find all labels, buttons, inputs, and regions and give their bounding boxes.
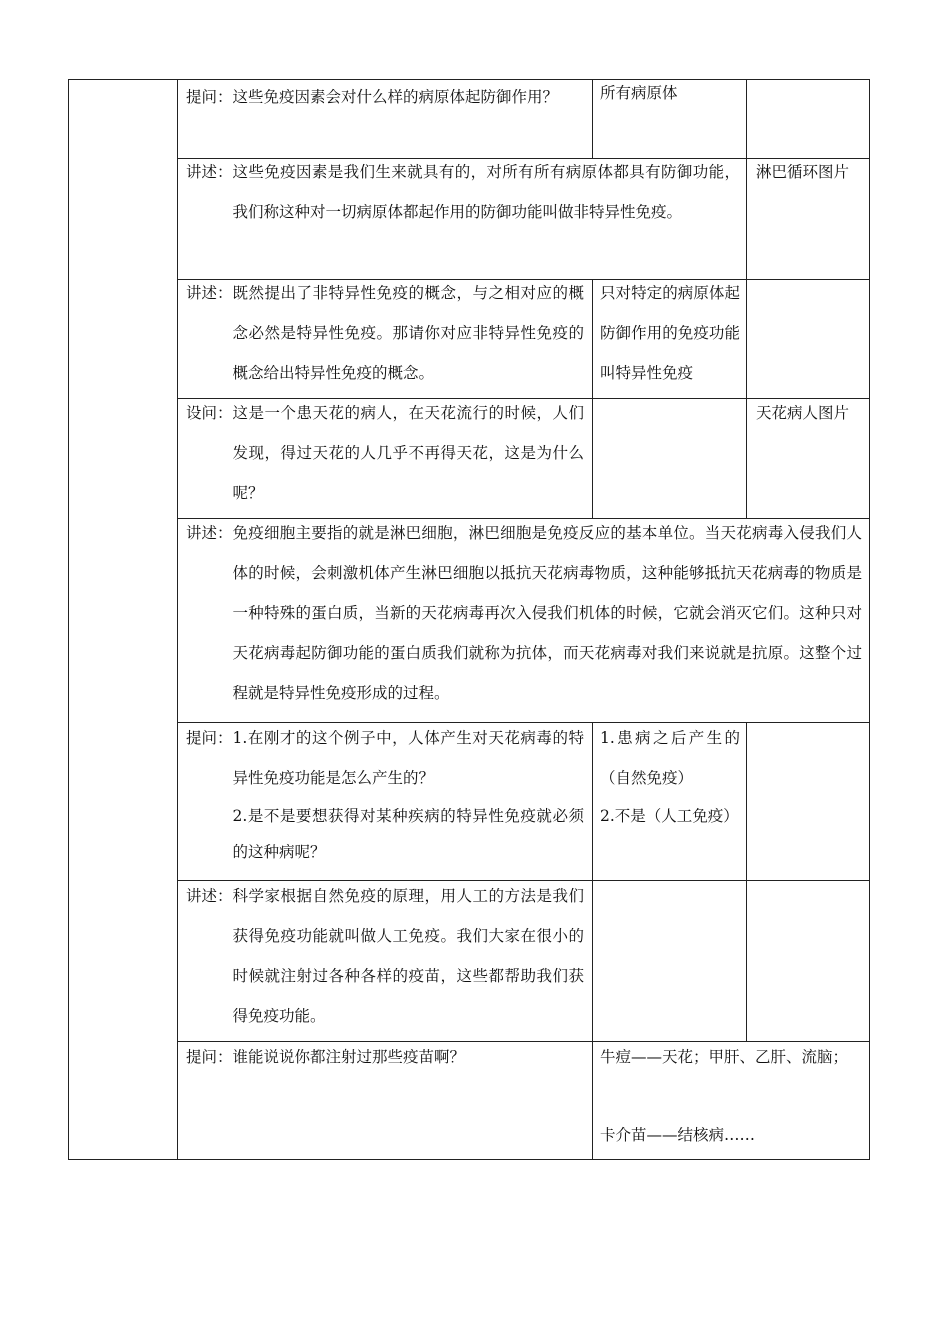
row-7-text: 科学家根据自然免疫的原理，用人工的方法是我们获得免疫功能就叫做人工免疫。我们大家在很小的时候就注射过各种各样的疫苗，这些都帮助我们获得免疫功能。 — [232, 887, 584, 1025]
table-border-right — [869, 79, 870, 1160]
row-8-text: 谁能说说你都注射过那些疫苗啊？ — [232, 1048, 466, 1066]
row-5-main — [186, 513, 862, 713]
table-divider-col1 — [177, 79, 178, 1160]
row-4-media: 天花病人图片 — [756, 404, 850, 422]
row-8-answer-1: 牛痘——天花；甲肝、乙肝、流脑； — [600, 1048, 849, 1066]
row-1-label: 提问： — [186, 88, 233, 106]
col-divider — [592, 398, 593, 519]
row-4-text: 这是一个患天花的病人，在天花流行的时候，人们发现，得过天花的人几乎不再得天花，这是为什么呢？ — [232, 404, 584, 502]
row-6-answer-2: 2.不是（人工免疫） — [600, 807, 739, 825]
col-divider — [746, 79, 747, 159]
col-divider — [746, 158, 747, 280]
row-2-main — [186, 152, 740, 232]
row-1-answer: 所有病原体 — [600, 84, 678, 102]
row-5-text: 免疫细胞主要指的就是淋巴细胞，淋巴细胞是免疫反应的基本单位。当天花病毒入侵我们人体的时候，会刺激机体产生淋巴细胞以抵抗天花病毒物质，这种能够抵抗天花病毒的物质是一种特殊的蛋白质，当新的天花病毒再次入侵我们机体的时候，它就会消灭它们。这种只对天花病毒起防御功能的蛋白质我们就称为抗体，而天花病毒对我们来说就是抗原。这整个过程就是特异性免疫形成的过程。 — [232, 524, 862, 702]
row-6-answer-1: 1.患病之后产生的（自然免疫） — [600, 729, 740, 787]
col-divider — [592, 279, 593, 399]
row-3-text: 既然提出了非特异性免疫的概念，与之相对应的概念必然是特异性免疫。那请你对应非特异性免疫的概念给出特异性免疫的概念。 — [232, 284, 584, 382]
table-border-left — [68, 79, 69, 1160]
row-7-main — [186, 876, 584, 1036]
row-6-label: 提问： — [186, 729, 233, 747]
col-divider — [592, 1041, 593, 1160]
row-8-label: 提问： — [186, 1048, 233, 1066]
col-divider — [746, 398, 747, 519]
row-1-main — [186, 77, 583, 117]
col-divider — [592, 880, 593, 1042]
row-5-label: 讲述： — [186, 524, 233, 542]
col-divider — [746, 880, 747, 1042]
row-3-main — [186, 273, 584, 393]
col-divider — [592, 722, 593, 881]
row-2-media: 淋巴循环图片 — [756, 163, 850, 181]
col-divider — [746, 279, 747, 399]
row-8-answer-2: 卡介苗——结核病…… — [600, 1126, 756, 1144]
row-2-text: 这些免疫因素是我们生来就具有的，对所有所有病原体都具有防御功能，我们称这种对一切病原体都起作用的防御功能叫做非特异性免疫。 — [232, 163, 740, 221]
row-3-label: 讲述： — [186, 284, 233, 302]
row-4-main — [186, 393, 584, 513]
row-4-label: 设问： — [186, 404, 233, 422]
col-divider — [592, 79, 593, 159]
row-2-label: 讲述： — [186, 163, 233, 181]
row-1-text: 这些免疫因素会对什么样的病原体起防御作用？ — [232, 88, 559, 106]
table-border-bottom — [68, 1159, 870, 1160]
row-6-text-2: 2.是不是要想获得对某种疾病的特异性免疫就必须的这种病呢？ — [232, 807, 584, 861]
row-6-text-1: 1.在刚才的这个例子中，人体产生对天花病毒的特异性免疫功能是怎么产生的？ — [232, 729, 584, 787]
row-7-label: 讲述： — [186, 887, 233, 905]
row-8-main — [186, 1037, 584, 1077]
row-3-answer: 只对特定的病原体起防御作用的免疫功能叫特异性免疫 — [600, 284, 740, 382]
col-divider — [746, 722, 747, 881]
row-6-main — [186, 718, 584, 870]
